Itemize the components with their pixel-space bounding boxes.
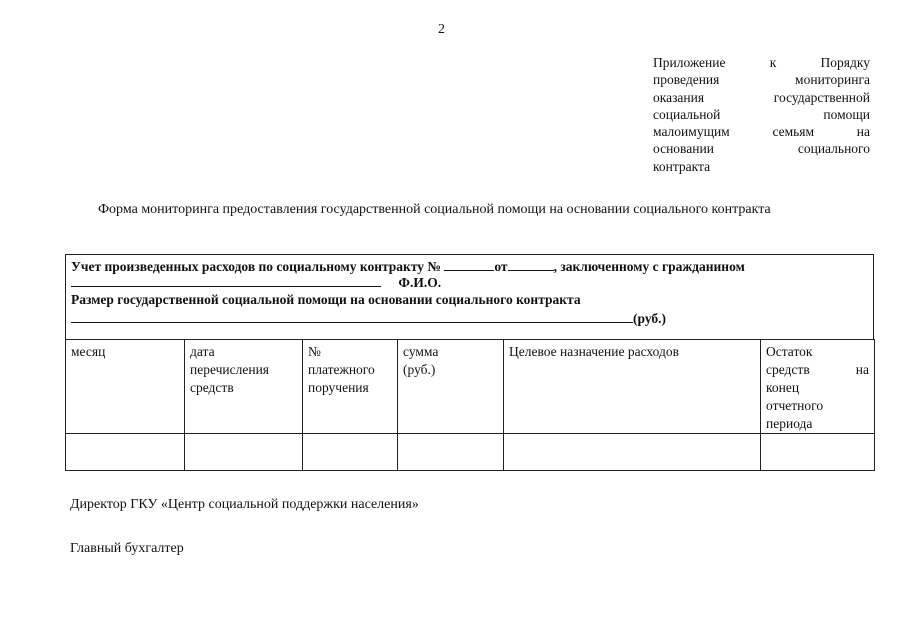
header-line: поручения	[308, 380, 369, 395]
column-header-purpose: Целевое назначение расходов	[504, 340, 761, 434]
contract-line	[71, 258, 745, 275]
appendix-line: Приложение к Порядку	[653, 55, 870, 70]
header-line: периода	[766, 416, 813, 431]
page-number: 2	[438, 22, 445, 37]
appendix-line: оказания государственной	[653, 89, 870, 105]
header-line: конец	[766, 380, 800, 395]
aid-amount-unit: (руб.)	[633, 311, 667, 326]
aid-amount-line	[71, 310, 666, 327]
table-cell[interactable]	[761, 434, 875, 471]
header-line: (руб.)	[403, 362, 436, 377]
header-line: средств на	[766, 362, 869, 377]
table-cell[interactable]	[504, 434, 761, 471]
form-title: Форма мониторинга предоставления государственной социальной помощи на основании социального контракта	[98, 202, 771, 217]
fio-blank	[71, 274, 381, 287]
aid-amount-label: Размер государственной социальной помощи на основании социального контракта	[71, 292, 581, 307]
table-cell[interactable]	[303, 434, 398, 471]
contract-number-blank	[444, 258, 494, 271]
form-header-box	[65, 254, 874, 340]
fio-label: Ф.И.О.	[398, 275, 442, 290]
header-line: средств	[190, 380, 234, 395]
contract-label: Учет произведенных расходов по социальному контракту №	[71, 259, 441, 274]
table-cell[interactable]	[185, 434, 303, 471]
monitoring-table	[65, 339, 875, 471]
header-line: перечисления	[190, 362, 270, 377]
table-cell[interactable]	[398, 434, 504, 471]
header-line: сумма	[403, 344, 439, 359]
header-line: платежного	[308, 362, 375, 377]
header-line: Остаток	[766, 344, 813, 359]
accountant-signature: Главный бухгалтер	[70, 541, 184, 556]
table-header-row	[66, 340, 875, 434]
appendix-line: основании социального	[653, 141, 870, 157]
fio-line	[71, 274, 441, 291]
header-line: отчетного	[766, 398, 824, 413]
appendix-line: малоимущим семьям на	[653, 124, 870, 140]
table-cell[interactable]	[66, 434, 185, 471]
header-line: №	[308, 344, 321, 359]
column-header-transfer-date	[185, 340, 303, 434]
director-signature: Директор ГКУ «Центр социальной поддержки населения»	[70, 497, 419, 512]
column-header-month: месяц	[66, 340, 185, 434]
contract-concluded-label: , заключенному с гражданином	[553, 259, 745, 274]
aid-amount-blank	[71, 310, 633, 323]
appendix-line: социальной помощи	[653, 106, 870, 122]
appendix-line: проведения мониторинга	[653, 72, 870, 88]
appendix-note	[653, 54, 870, 175]
column-header-payment-order	[303, 340, 398, 434]
contract-from-label: от	[494, 259, 508, 274]
appendix-line: контракта	[653, 158, 711, 174]
column-header-balance	[761, 340, 875, 434]
header-line: дата	[190, 344, 215, 359]
table-row	[66, 434, 875, 471]
column-header-amount	[398, 340, 504, 434]
contract-date-blank	[508, 258, 554, 271]
